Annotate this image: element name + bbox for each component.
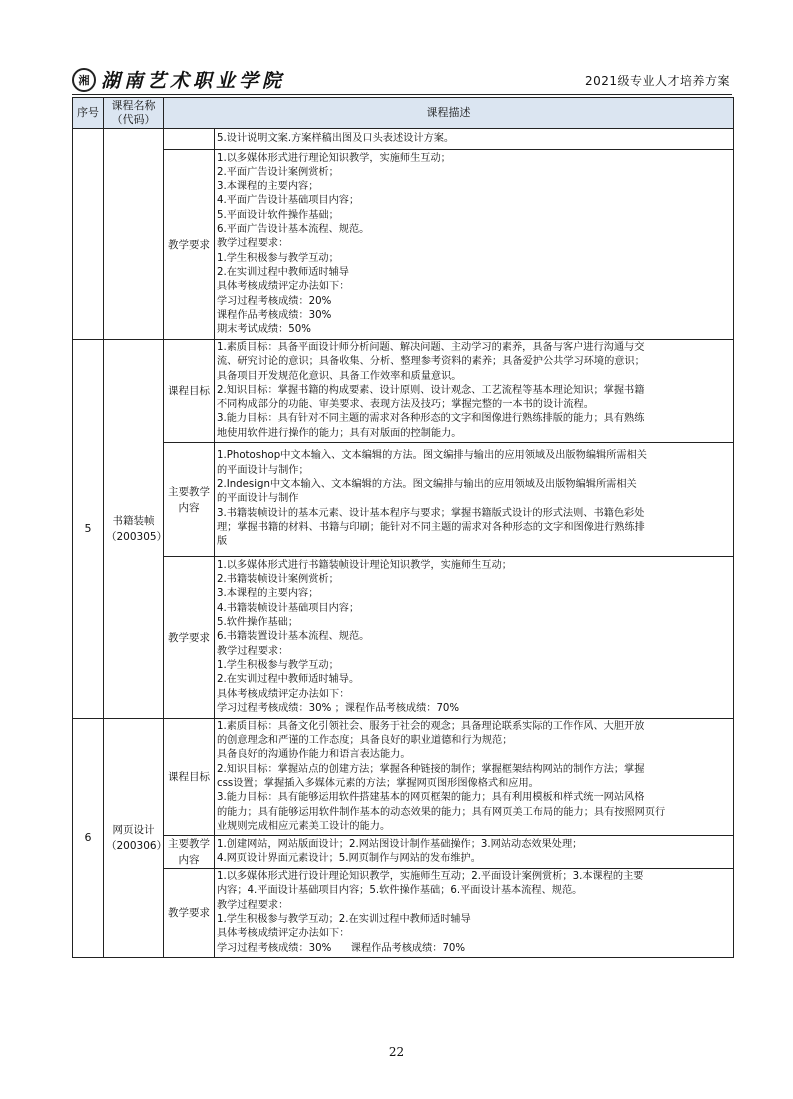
cont-teach-desc [215, 150, 734, 340]
school-logo [72, 66, 285, 93]
course5-name: 书籍装帧 [112, 515, 155, 527]
course6-name-cell [104, 719, 168, 958]
course5-code: （200305） [106, 531, 168, 543]
description-line: 1.素质目标：具备平面设计师分析问题、解决问题、主动学习的素养，具备与客户进行沟通与交 [217, 341, 645, 353]
cont-teach-label: 教学要求 [164, 150, 215, 340]
description-line: 3.书籍装帧设计的基本元素、设计基本程序与要求；掌握书籍版式设计的形式法则、书籍色彩处 [217, 507, 645, 519]
course6-name: 网页设计 [112, 824, 155, 836]
description-line: 5.软件操作基础； [217, 617, 299, 629]
course5-goal-label: 课程目标 [164, 340, 215, 443]
description-line: 业规则完成相应元素美工设计的能力。 [217, 820, 391, 832]
description-line: 1.以多媒体形式进行理论知识教学，实施师生互动； [217, 152, 451, 164]
description-line: 4.书籍装帧设计基础项目内容； [217, 602, 360, 614]
description-line: 具体考核成绩评定办法如下： [217, 281, 350, 293]
description-line: 2.知识目标：掌握站点的创建方法；掌握各种链接的制作；掌握框架结构网站的制作方法；掌握 [217, 763, 645, 775]
table-row [73, 129, 734, 150]
table-row [73, 836, 734, 869]
header-no: 序号 [73, 98, 104, 129]
description-line: 流、研究讨论的意识；具备收集、分析、整理参考资料的素养；具备爱护公共学习环境的意识； [217, 356, 645, 368]
table-row [73, 557, 734, 719]
course6-teach-label: 教学要求 [164, 869, 215, 958]
course6-content-desc [215, 836, 734, 869]
description-line: 期末考试成绩：50% [217, 324, 311, 336]
plan-title: 2021级专业人才培养方案 [584, 74, 730, 88]
description-line: 1.Photoshop中文本输入、文本编辑的方法。图文编排与输出的应用领域及出版物编辑所需相关 [217, 450, 647, 462]
course6-no: 6 [73, 719, 104, 958]
description-line: 2.平面广告设计案例赏析； [217, 166, 339, 178]
description-line: 版 [217, 536, 228, 548]
table-header-row [73, 98, 734, 129]
description-line: 的创意理念和严谨的工作态度；具备良好的职业道德和行为规范； [217, 735, 513, 747]
description-line: 教学过程要求： [217, 238, 289, 250]
course5-content-label: 主要教学内容 [164, 443, 215, 557]
course5-teach-label: 教学要求 [164, 557, 215, 719]
description-line: 5.平面设计软件操作基础； [217, 209, 339, 221]
description-line: 2.知识目标：掌握书籍的构成要素、设计原则、设计观念、工艺流程等基本理论知识；掌握书籍 [217, 384, 645, 396]
description-line: 3.本课程的主要内容； [217, 181, 319, 193]
description-line: css设置；掌握插入多媒体元素的方法；掌握网页图形图像格式和应用。 [217, 778, 539, 789]
description-line: 2.Indesign中文本输入、文本编辑的方法。图文编排与输出的应用领域及出版物编辑所需相关 [217, 479, 637, 491]
header-course-name: 课程名称（代码） [104, 98, 164, 129]
description-line: 不同构成部分的功能、审美要求、表现方法及技巧；掌握完整的一本书的设计流程。 [217, 399, 594, 411]
description-line: 地使用软件进行操作的能力；具有对版面的控制能力。 [217, 427, 462, 439]
description-line: 的平面设计与制作； [217, 464, 309, 476]
description-line: 6.平面广告设计基本流程、规范。 [217, 224, 370, 236]
description-line: 理；掌握书籍的材料、书籍与印刷；能针对不同主题的需求对各种形态的文字和图像进行熟练排 [217, 521, 645, 533]
description-line: 教学过程要求： [217, 899, 289, 911]
course6-code: （200306） [106, 840, 168, 852]
description-line: 5.设计说明文案.方案样稿出图及口头表述设计方案。 [217, 132, 455, 144]
description-line: 3.能力目标：具有能够运用软件搭建基本的网页框架的能力；具有利用模板和样式统一网站风格 [217, 792, 645, 804]
table-row [73, 340, 734, 443]
course5-name-cell [104, 340, 168, 719]
description-line: 学习过程考核成绩：30% ；课程作品考核成绩：70% [217, 702, 460, 714]
cont-first-line [215, 129, 734, 150]
description-line: 1.以多媒体形式进行设计理论知识教学，实施师生互动；2.平面设计案例赏析；3.本课程的主要 [217, 871, 644, 883]
description-line: 1.素质目标：具备文化引领社会、服务于社会的观念；具备理论联系实际的工作作风、大胆开放 [217, 720, 645, 732]
course6-content-label: 主要教学内容 [164, 836, 215, 869]
description-line: 具体考核成绩评定办法如下： [217, 928, 350, 940]
page-header [72, 64, 732, 95]
description-line: 3.能力目标：具有针对不同主题的需求对各种形态的文字和图像进行熟练排版的能力；具有熟练 [217, 413, 645, 425]
description-line: 学习过程考核成绩：20% [217, 295, 332, 307]
description-line: 6.书籍装置设计基本流程、规范。 [217, 631, 370, 643]
description-line: 3.本课程的主要内容； [217, 588, 319, 600]
description-line: 1.学生积极参与教学互动； [217, 659, 339, 671]
description-line: 具备良好的沟通协作能力和语言表达能力。 [217, 749, 411, 761]
table-row [73, 719, 734, 836]
description-line: 具体考核成绩评定办法如下： [217, 688, 350, 700]
course6-teach-desc [215, 869, 734, 958]
course5-no: 5 [73, 340, 104, 719]
course5-teach-desc [215, 557, 734, 719]
cont-name-cell [104, 129, 164, 340]
description-line: 教学过程要求： [217, 645, 289, 657]
school-name: 湖南艺术职业学院 [101, 70, 286, 92]
course-table [72, 97, 734, 958]
description-line: 学习过程考核成绩：30% 课程作品考核成绩：70% [217, 942, 466, 954]
course5-content-desc [215, 443, 734, 557]
cont-no-cell [73, 129, 104, 340]
description-line: 1.以多媒体形式进行书籍装帧设计理论知识教学，实施师生互动； [217, 559, 512, 571]
description-line: 1.学生积极参与教学互动； [217, 252, 339, 264]
course5-goal-desc [215, 340, 734, 443]
description-line: 内容；4.平面设计基础项目内容；5.软件操作基础；6.平面设计基本流程、规范。 [217, 885, 583, 897]
description-line: 具备项目开发规范化意识、具备工作效率和质量意识。 [217, 370, 462, 382]
header-description: 课程描述 [164, 98, 734, 129]
description-line: 4.平面广告设计基础项目内容； [217, 195, 360, 207]
course6-goal-desc [215, 719, 734, 836]
page-number: 22 [388, 1045, 405, 1059]
course6-goal-label: 课程目标 [164, 719, 215, 836]
description-line: 4.网页设计界面元素设计；5.网页制作与网站的发布维护。 [217, 853, 481, 864]
description-line: 2.在实训过程中教师适时辅导。 [217, 674, 360, 686]
description-line: 的能力；具有能够运用软件制作基本的动态效果的能力；具有网页美工布局的能力；具有按照网页行 [217, 806, 666, 818]
description-line: 课程作品考核成绩：30% [217, 309, 332, 321]
description-line: 2.在实训过程中教师适时辅导 [217, 266, 349, 278]
cont-empty-sub [164, 129, 215, 150]
table-row [73, 150, 734, 340]
description-line: 1.学生积极参与教学互动；2.在实训过程中教师适时辅导 [217, 914, 471, 925]
table-row [73, 869, 734, 958]
table-row [73, 443, 734, 557]
description-line: 2.书籍装帧设计案例赏析； [217, 574, 339, 586]
description-line: 1.创建网站，网站版面设计；2.网站图设计制作基础操作；3.网站动态效果处理； [217, 838, 583, 850]
description-line: 的平面设计与制作 [217, 493, 299, 505]
school-seal-icon: 湘 [72, 68, 96, 92]
